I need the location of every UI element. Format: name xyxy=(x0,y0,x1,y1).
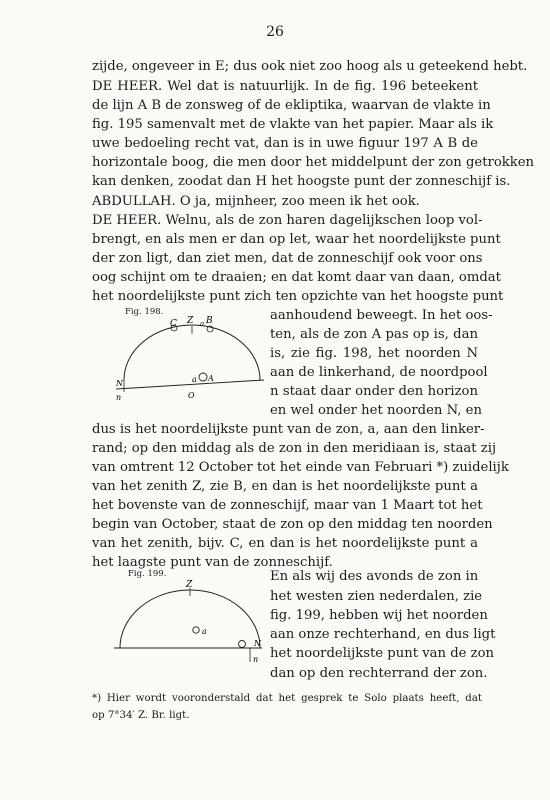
text-line: ten, als de zon A pas op is, dan xyxy=(270,327,478,342)
text-line: begin van October, staat de zon op den middag ten noorden xyxy=(92,517,493,532)
text-line: En als wij des avonds de zon in xyxy=(270,569,479,584)
text-line: der zon ligt, dan ziet men, dat de zonneschijf ook voor ons xyxy=(92,251,483,266)
text-line: ABDULLAH. O ja, mijnheer, zoo meen ik het ook. xyxy=(92,194,420,209)
text-line: van het zenith, bijv. C, en dan is het noordelijkste punt a xyxy=(92,536,478,551)
text-line: fig. 199, hebben wij het noorden xyxy=(270,608,488,623)
text-line: van het zenith Z, zie B, en dan is het noordelijkste punt a xyxy=(92,479,478,494)
label-Z: Z xyxy=(187,316,194,326)
text-line: horizontale boog, die men door het middelpunt der zon getrokken xyxy=(92,155,535,170)
text-line: de lijn A B de zonsweg of de ekliptika, waarvan de vlakte in xyxy=(92,98,491,113)
text-line: aanhoudend beweegt. In het oos- xyxy=(270,308,493,323)
text-line: n staat daar onder den horizon xyxy=(270,384,478,399)
text-line: rand; op den middag als de zon in den meridiaan is, staat zij xyxy=(92,441,497,456)
label-n: n xyxy=(253,655,259,664)
text-line: het laagste punt van de zonneschijf. xyxy=(92,555,333,570)
text-line: kan denken, zoodat dan H het hoogste punt der zonneschijf is. xyxy=(92,174,511,189)
label-C: C xyxy=(170,319,177,329)
text-line: fig. 195 samenvalt met de vlakte van het papier. Maar als ik xyxy=(92,117,494,132)
label-a: a xyxy=(202,627,207,636)
figure-199-caption: Fig. 199. xyxy=(128,569,167,579)
label-a: a xyxy=(192,375,197,384)
label-N: N xyxy=(116,379,123,388)
text-line: oog schijnt om te draaien; en dat komt daar van daan, omdat xyxy=(92,270,501,285)
text-line: aan de linkerhand, de noordpool xyxy=(270,365,488,380)
text-line: is, zie fig. 198, het noorden N xyxy=(270,346,478,361)
text-line: en wel onder het noorden N, en xyxy=(270,403,482,418)
page-number: 26 xyxy=(266,24,284,40)
text-line: het noordelijkste punt zich ten opzichte van het hoogste punt xyxy=(92,289,504,304)
text-line: brengt, en als men er dan op let, waar het noordelijkste punt xyxy=(92,232,501,247)
figure-198-caption: Fig. 198. xyxy=(125,307,164,317)
text-line: het bovenste van de zonneschijf, maar van 1 Maart tot het xyxy=(92,498,483,513)
text-line: uwe bedoeling recht vat, dan is in uwe figuur 197 A B de xyxy=(92,136,478,151)
text-line: zijde, ongeveer in E; dus ook niet zoo hoog als u geteekend hebt. xyxy=(92,59,528,74)
label-N: N xyxy=(254,639,261,648)
text-line: het noordelijkste punt van de zon xyxy=(270,646,495,661)
label-n: n xyxy=(116,393,122,402)
figure-199-diagram xyxy=(112,576,272,668)
footnote: *) Hier wordt vooronderstald dat het gesprek te Solo plaats heeft, dat xyxy=(92,693,482,704)
text-line: DE HEER. Welnu, als de zon haren dagelijkschen loop vol- xyxy=(92,213,483,228)
text-line: het westen zien nederdalen, zie xyxy=(270,589,483,604)
footnote: op 7°34′ Z. Br. ligt. xyxy=(92,710,190,721)
label-a-top: a xyxy=(200,320,205,328)
text-line: DE HEER. Wel dat is natuurlijk. In de fig. 196 beteekent xyxy=(92,79,478,94)
label-Z: Z xyxy=(186,580,193,590)
text-line: van omtrent 12 October tot het einde van Februari *) zuidelijk xyxy=(92,460,509,475)
figure-198-diagram xyxy=(112,312,272,410)
label-B: B xyxy=(206,316,213,326)
text-line: aan onze rechterhand, en dus ligt xyxy=(270,627,496,642)
text-line: dus is het noordelijkste punt van de zon, a, aan den linker- xyxy=(92,422,485,437)
label-O: O xyxy=(188,391,195,400)
text-line: dan op den rechterrand der zon. xyxy=(270,666,488,681)
label-A: A xyxy=(208,374,214,383)
